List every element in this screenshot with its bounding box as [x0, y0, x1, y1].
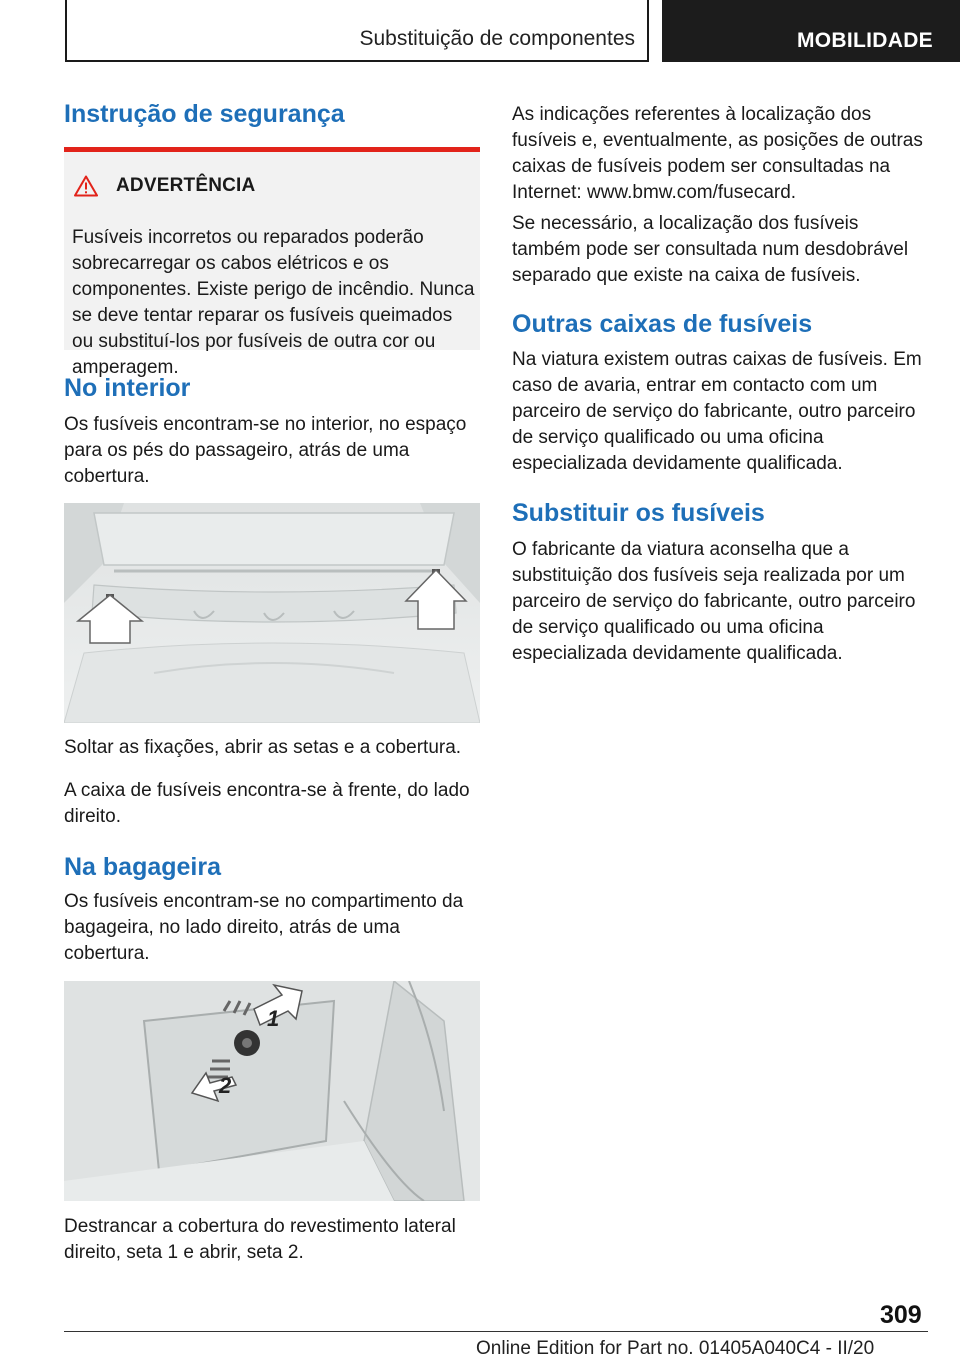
fusecard-text: As indicações referentes à localização dos fusíveis e, eventualmente, as posições de outras caixas de fusíveis podem ser consultadas na Internet: www.bmw.com/fusecard. [512, 104, 923, 203]
chapter-title: MOBILIDADE [797, 29, 933, 52]
interior-caption: Soltar as fixações, abrir as setas e a cobertura. [64, 737, 462, 758]
luggage-fuse-cover-image [64, 981, 480, 1201]
interior-illustration [64, 503, 480, 723]
page-number: 309 [880, 1301, 922, 1329]
section-title: Substituição de componentes [359, 27, 635, 50]
luggage-heading: Na bagageira [64, 853, 222, 881]
warning-header [74, 175, 255, 197]
leaflet-text: Se necessário, a localização dos fusíveis também pode ser consultada num desdobrável separado que existe na caixa de fusíveis. [512, 213, 909, 286]
other-fuse-boxes-heading: Outras caixas de fusíveis [512, 310, 813, 338]
replace-fuses-text: O fabricante da viatura aconselha que a substituição dos fusíveis seja realizada por um parceiro de serviço do fabricante, outro parceiro de serviço qualificado ou uma oficina especializada devidamente qualificada. [512, 539, 916, 664]
arrow-2-label: 2 [219, 1073, 232, 1098]
interior-heading: No interior [64, 374, 191, 402]
interior-text: Os fusíveis encontram-se no interior, no espaço para os pés do passageiro, atrás de uma cobertura. [64, 414, 467, 487]
other-fuse-boxes-text: Na viatura existem outras caixas de fusíveis. Em caso de avaria, entrar em contacto com um parceiro de serviço do fabricante, outro parceiro de serviço qualificado ou uma oficina especializada devidamente qualificada. [512, 349, 922, 474]
warning-box [64, 147, 480, 378]
warning-text: Fusíveis incorretos ou reparados poderão sobrecarregar os cabos elétricos e os componentes. Existe perigo de incêndio. Nunca se deve tentar reparar os fusíveis queimados ou substituí-los por fusíveis de outra cor ou amperagem. [72, 227, 475, 378]
luggage-caption: Destrancar a cobertura do revestimento lateral direito, seta 1 e abrir, seta 2. [64, 1216, 456, 1263]
warning-title: ADVERTÊNCIA [116, 175, 256, 196]
footer-edition: Online Edition for Part no. 01405A040C4 - II/20 [476, 1338, 875, 1359]
interior-fuse-cover-image [64, 503, 480, 723]
safety-heading: Instrução de segurança [64, 100, 345, 128]
arrow-1-label: 1 [267, 1006, 280, 1031]
footer-divider [64, 1331, 928, 1332]
replace-fuses-heading: Substituir os fusíveis [512, 499, 765, 527]
interior-location-text: A caixa de fusíveis encontra-se à frente, do lado direito. [64, 780, 470, 827]
luggage-illustration [64, 981, 480, 1201]
luggage-text: Os fusíveis encontram-se no compartimento da bagageira, no lado direito, atrás de uma cobertura. [64, 891, 464, 964]
chapter-tab [662, 0, 960, 62]
section-header-box [65, 0, 649, 62]
warning-triangle-icon [74, 175, 98, 197]
